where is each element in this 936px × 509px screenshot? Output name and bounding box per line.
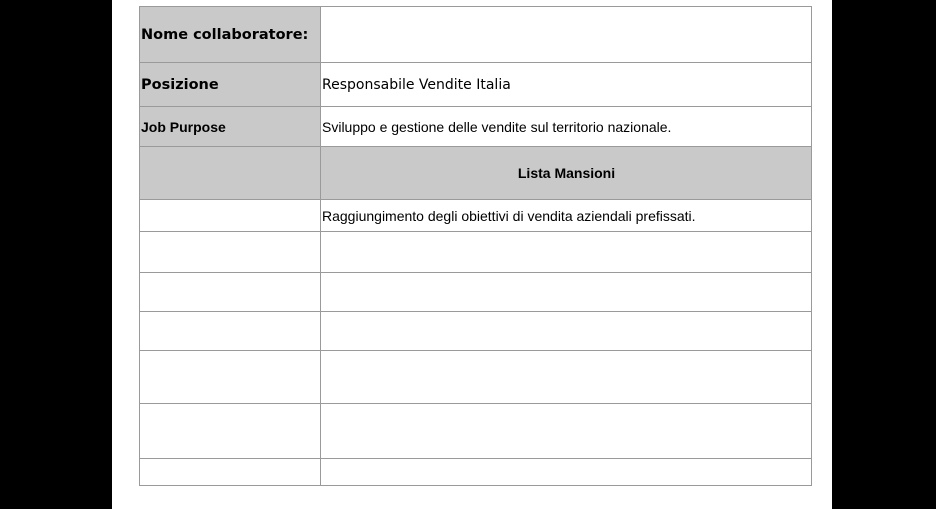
- value-posizione[interactable]: Responsabile Vendite Italia: [321, 63, 812, 107]
- mansione-text[interactable]: [321, 351, 812, 404]
- mansione-index-cell[interactable]: [140, 404, 321, 459]
- mansione-text[interactable]: [321, 232, 812, 273]
- mansione-text[interactable]: Raggiungimento degli obiettivi di vendita aziendali prefissati.: [321, 200, 812, 232]
- mansione-index-cell[interactable]: [140, 312, 321, 351]
- label-posizione: Posizione: [140, 63, 321, 107]
- value-job-purpose[interactable]: Sviluppo e gestione delle vendite sul territorio nazionale.: [321, 107, 812, 147]
- row-nome-collaboratore: [140, 7, 812, 63]
- mansione-text[interactable]: [321, 273, 812, 312]
- lista-mansioni-header: Lista Mansioni: [321, 147, 812, 200]
- row-lista-mansioni-header: [140, 147, 812, 200]
- mansioni-header-empty-cell: [140, 147, 321, 200]
- mansione-row: [140, 404, 812, 459]
- job-description-table: [139, 6, 812, 486]
- label-job-purpose: Job Purpose: [140, 107, 321, 147]
- mansione-row: [140, 351, 812, 404]
- row-posizione: [140, 63, 812, 107]
- mansione-row: [140, 232, 812, 273]
- row-job-purpose: [140, 107, 812, 147]
- label-nome-collaboratore: Nome collaboratore:: [140, 7, 321, 63]
- mansione-text[interactable]: [321, 312, 812, 351]
- mansione-index-cell[interactable]: [140, 459, 321, 486]
- mansione-row: [140, 312, 812, 351]
- mansione-index-cell[interactable]: [140, 200, 321, 232]
- mansione-row: [140, 459, 812, 486]
- mansione-row: [140, 200, 812, 232]
- mansione-index-cell[interactable]: [140, 232, 321, 273]
- value-nome-collaboratore[interactable]: [321, 7, 812, 63]
- mansione-text[interactable]: [321, 404, 812, 459]
- mansione-index-cell[interactable]: [140, 273, 321, 312]
- mansione-index-cell[interactable]: [140, 351, 321, 404]
- mansione-row: [140, 273, 812, 312]
- mansione-text[interactable]: [321, 459, 812, 486]
